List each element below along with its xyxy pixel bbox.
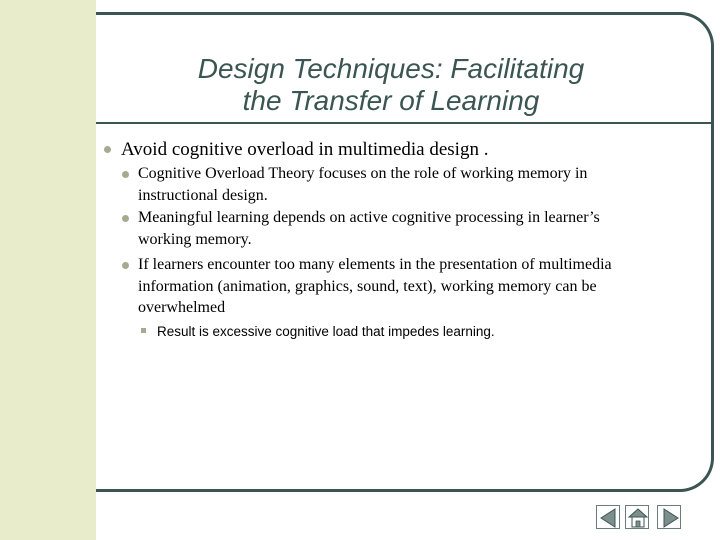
slide-title-line-2: the Transfer of Learning (242, 85, 540, 116)
sub-bullet-3-line-1: If learners encounter too many elements in the presentation of multimedia (138, 256, 612, 273)
sub-bullet-2-line-1: Meaningful learning depends on active cognitive processing in learner’s (138, 209, 600, 226)
left-decorative-band (0, 0, 96, 540)
home-button[interactable] (625, 505, 649, 529)
sub-bullet-1 (138, 163, 693, 206)
slide-title (96, 53, 686, 117)
sub-bullet-3-line-3: overwhelmed (138, 299, 226, 316)
sub-bullet-3-line-2: information (animation, graphics, sound, text), working memory can be (138, 277, 597, 295)
triangle-right-icon (658, 506, 682, 530)
house-icon (626, 506, 650, 530)
previous-slide-button[interactable] (596, 505, 620, 529)
bullet-dot-icon (122, 171, 129, 178)
square-bullet-icon (141, 328, 146, 333)
sub-bullet-1-line-2: instructional design. (138, 186, 268, 204)
sub-bullet-2 (138, 207, 693, 250)
sub-bullet-1-line-1: Cognitive Overload Theory focuses on the role of working memory in (138, 165, 588, 182)
bullet-dot-icon (122, 215, 129, 222)
sub-sub-bullet-text: Result is excessive cognitive load that impedes learning. (157, 324, 495, 339)
next-slide-button[interactable] (657, 505, 681, 529)
bullet-dot-icon (122, 262, 129, 269)
sub-bullet-2-line-2: working memory. (138, 230, 252, 248)
triangle-left-icon (597, 506, 621, 530)
bullet-dot-icon (104, 146, 111, 153)
slide-title-line-1: Design Techniques: Facilitating (197, 53, 585, 84)
main-bullet-text: Avoid cognitive overload in multimedia design . (121, 139, 489, 160)
title-divider (96, 122, 713, 124)
sub-bullet-3 (138, 254, 693, 319)
